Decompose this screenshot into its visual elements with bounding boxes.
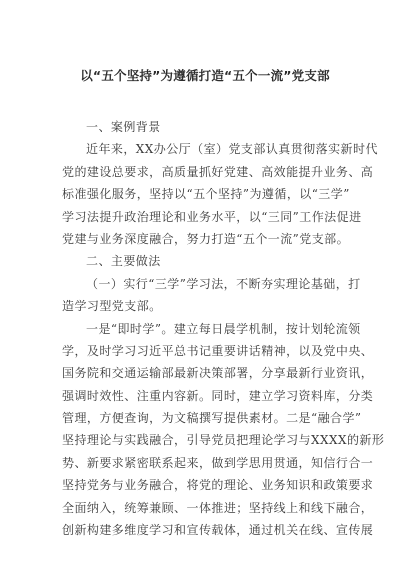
text-line: 坚持理论与实践融合，引导党员把理论学习与XXXX的新形: [62, 433, 385, 448]
document-body: [62, 116, 385, 541]
text-line: 二、主要做法: [86, 254, 161, 269]
text-line: （一）实行“三学”学习法，不断夯实理论基础，打: [86, 276, 361, 291]
text-line: 党的建设总要求，高质量抓好党建、高效能提升业务、高: [62, 164, 374, 179]
text-line: 标准强化服务，坚持以“五个坚持”为遵循，以“三学”: [62, 187, 350, 202]
text-line: 创新构建多维度学习和宣传载体，通过机关在线、宣传展: [62, 523, 374, 538]
text-line: 学，及时学习习近平总书记重要讲话精神，以及党中央、: [62, 343, 374, 358]
text-line: 党建与业务深度融合，努力打造“五个一流”党支部。: [62, 231, 350, 246]
text-line: 学习法提升政治理论和业务水平，以“三同”工作法促进: [62, 209, 362, 224]
text-line: 强调时效性、注重内容新。同时，建立学习资料库，分类: [62, 388, 374, 403]
text-line: 坚持党务与业务融合，将党的理论、业务知识和政策要求: [62, 478, 374, 493]
text-line: 全面纳入，统筹兼顾、一体推进；坚持线上和线下融合，: [62, 500, 374, 515]
text-line: 管理，方便查询，为文稿撰写提供素材。二是“融合学”: [62, 411, 362, 426]
text-line: 造学习型党支部。: [62, 299, 162, 314]
text-line: 国务院和交通运输部最新决策部署，分享最新行业资讯，: [62, 366, 374, 381]
text-line: 一是“即时学”。建立每日晨学机制，按计划轮流领: [86, 321, 361, 336]
document-title: 以“五个坚持”为遵循打造“五个一流”党支部: [80, 68, 330, 83]
text-line: 近年来，XX办公厅（室）党支部认真贯彻落实新时代: [86, 142, 378, 157]
text-line: 一、案例背景: [86, 120, 161, 134]
text-line: 势、新要求紧密联系起来，做到学思用贯通，知信行合一: [62, 455, 374, 470]
